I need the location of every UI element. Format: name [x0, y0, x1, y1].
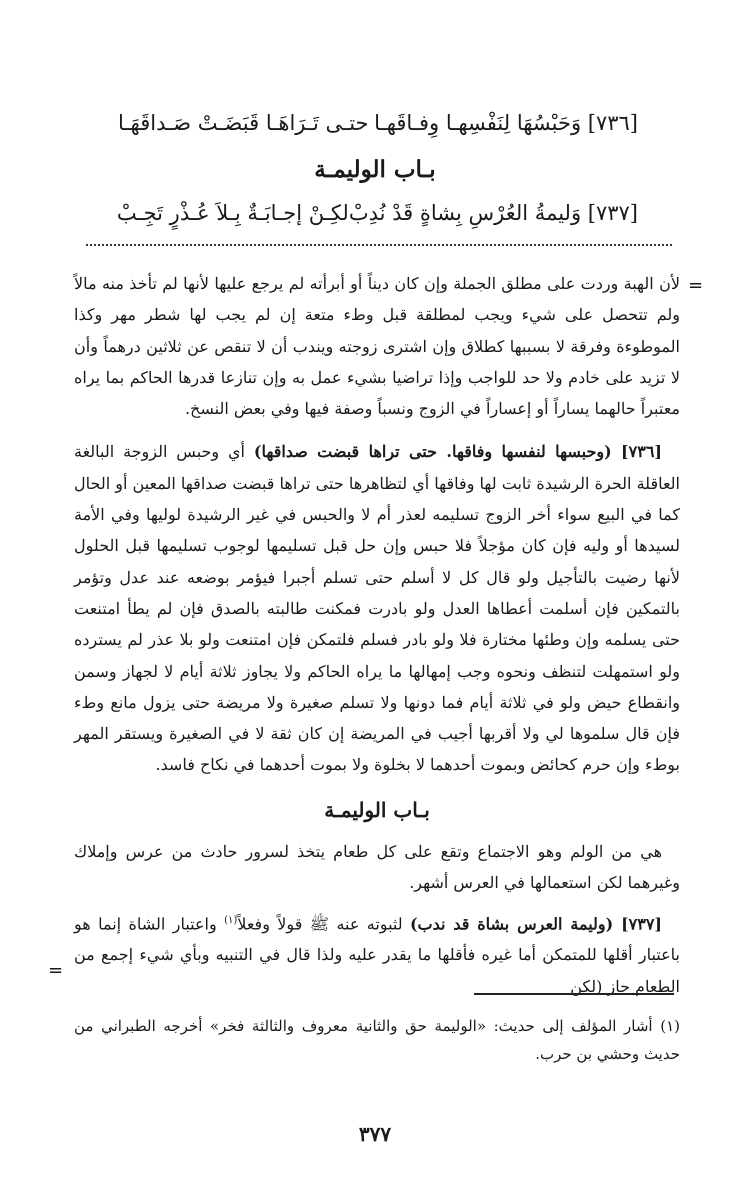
verse-737-hemistich-2: لكِـنْ إجـابَـةٌ بِـلاَ عُـذْرٍ تَجِـبْ	[116, 201, 349, 225]
verse-736-hemistich-2: حتـى تَـرَاهَـا قَبَضَـتْ صَـداقَهَـا	[118, 111, 369, 135]
continuation-mark-top: =	[688, 275, 704, 296]
paragraph-736	[74, 436, 680, 780]
commentary-body	[74, 268, 680, 1002]
paragraph-definition: هي من الولم وهو الاجتماع وتقع على كل طعام يتخذ لسرور حادث من عرس وإملاك وغيرهما لكن استعمالها في العرس أشهر.	[74, 842, 680, 893]
footnote-rule	[474, 993, 674, 995]
section-title: بـاب الوليمـة	[324, 797, 430, 822]
paragraph-736-text: أي وحبس الزوجة البالغة العاقلة الحرة الرشيدة ثابت لها وفاقها أي لتظاهرها حتى تراها قبضت صداقها المعين أو الحال كما في البيع سواء أخر الزوج تسليمه لعذر أم لا والحبس في غير الرشيدة لوليها وفي الأمة لسيدها أو وليه فإن كان مؤجلاً فلا حبس وإن حل قبل تسليمها لوجوب تسليمها قبل الحلول لأنها رضيت بالتأجيل ولو قال كل لا أسلم حتى تسلم أجبرا فيؤمر بوضعه عند عدل وتؤمر بالتمكين فإن أسلمت أعطاها العدل ولو بادرت فمكنت طالبته بالصدق فإن لم يطأ امتنعت حتى يسلمه وإن وطئها مختارة فلا ولو بادر فسلم فلتمكن فإن امتنعت ولو بلا عذر لم يسترده ولو استمهلت لتنظف ونحوه وجب إمهالها ما يراه الحاكم ولا يجاوز ثلاثة أيام لا لجهاز وسمن وانقطاع حيض ولو في ثلاثة أيام فما دونها ولا تسلم صغيرة ولا مريضة حتى يزول مانع وطء فإن قال سلموها لي ولا أقربها أجيب في المريضة إن كان ثقة لا في الصغيرة ويستقر المهر بوطء وإن حرم كحائض وبموت أحدهما لا بخلوة ولا بموت أحدهما في نكاح فاسد.	[74, 442, 680, 775]
paragraph-737-lead: [٧٣٧] (وليمة العرس بشاة قد ندب)	[409, 913, 662, 933]
continuation-mark-bottom: =	[48, 960, 64, 981]
chapter-title: بـاب الوليمـة	[314, 156, 436, 183]
paragraph-737-text: لثبوته عنه ﷺ قولاً وفعلاً	[237, 913, 410, 933]
verse-736	[118, 108, 638, 138]
paragraph-continued: لأن الهبة وردت على مطلق الجملة وإن كان ديناً أو أبرأته لم يرجع عليها لأنها لم تأخذ منه مالاً ولم تتحصل على شيء ويجب لمطلقة قبل وطء متعة إن لم يجب لها شطر مهر وكذا الموطوءة وفرقة لا بسببها كطلاق وإن اشترى زوجته ويندب أن لا تنقص عن ثلاثين درهماً وأن لا تزيد على خادم ولا حد للواجب وإذا تراضيا بشيء عمل به وإن تنازعا قدرها الحاكم بما يراه معتبراً حالهما يساراً أو إعساراً في الزوج ونسباً وصفة فيها وفي بعض النسخ.	[74, 274, 680, 419]
paragraph-737	[74, 905, 680, 1002]
paragraph-737-text-continued: واعتبار الشاة إنما هو باعتبار أقلها للمتمكن أما غيره فأقلها ما يقدر عليه ولذا قال في التنبيه وبأي شيء إجمع من الطعام جاز (لكن	[74, 913, 680, 996]
verse-737-hemistich-1: [٧٣٧] وَليمةُ العُرْسِ بِشاةٍ قَدْ نُدِبْ	[348, 201, 638, 225]
paragraph-736-lead: [٧٣٦] (وحبسها لنفسها وفاقها. حتى تراها قبضت صداقها)	[253, 442, 662, 462]
footnote	[74, 1012, 680, 1068]
footnote-text: أشار المؤلف إلى حديث: «الوليمة حق والثانية معروف والثالثة فخر» أخرجه الطبراني من حديث وحشي بن حرب.	[74, 1017, 680, 1063]
verse-737	[118, 198, 638, 228]
footnote-reference[interactable]: (١)	[224, 914, 238, 926]
dotted-separator	[86, 244, 672, 246]
verse-736-hemistich-1: [٧٣٦] وَحَبْسُهَا لِنَفْسِهـا وِفـاقَهـا	[374, 111, 638, 135]
page-number: ٣٧٧	[358, 1122, 392, 1146]
footnote-number: (١)	[660, 1017, 680, 1035]
